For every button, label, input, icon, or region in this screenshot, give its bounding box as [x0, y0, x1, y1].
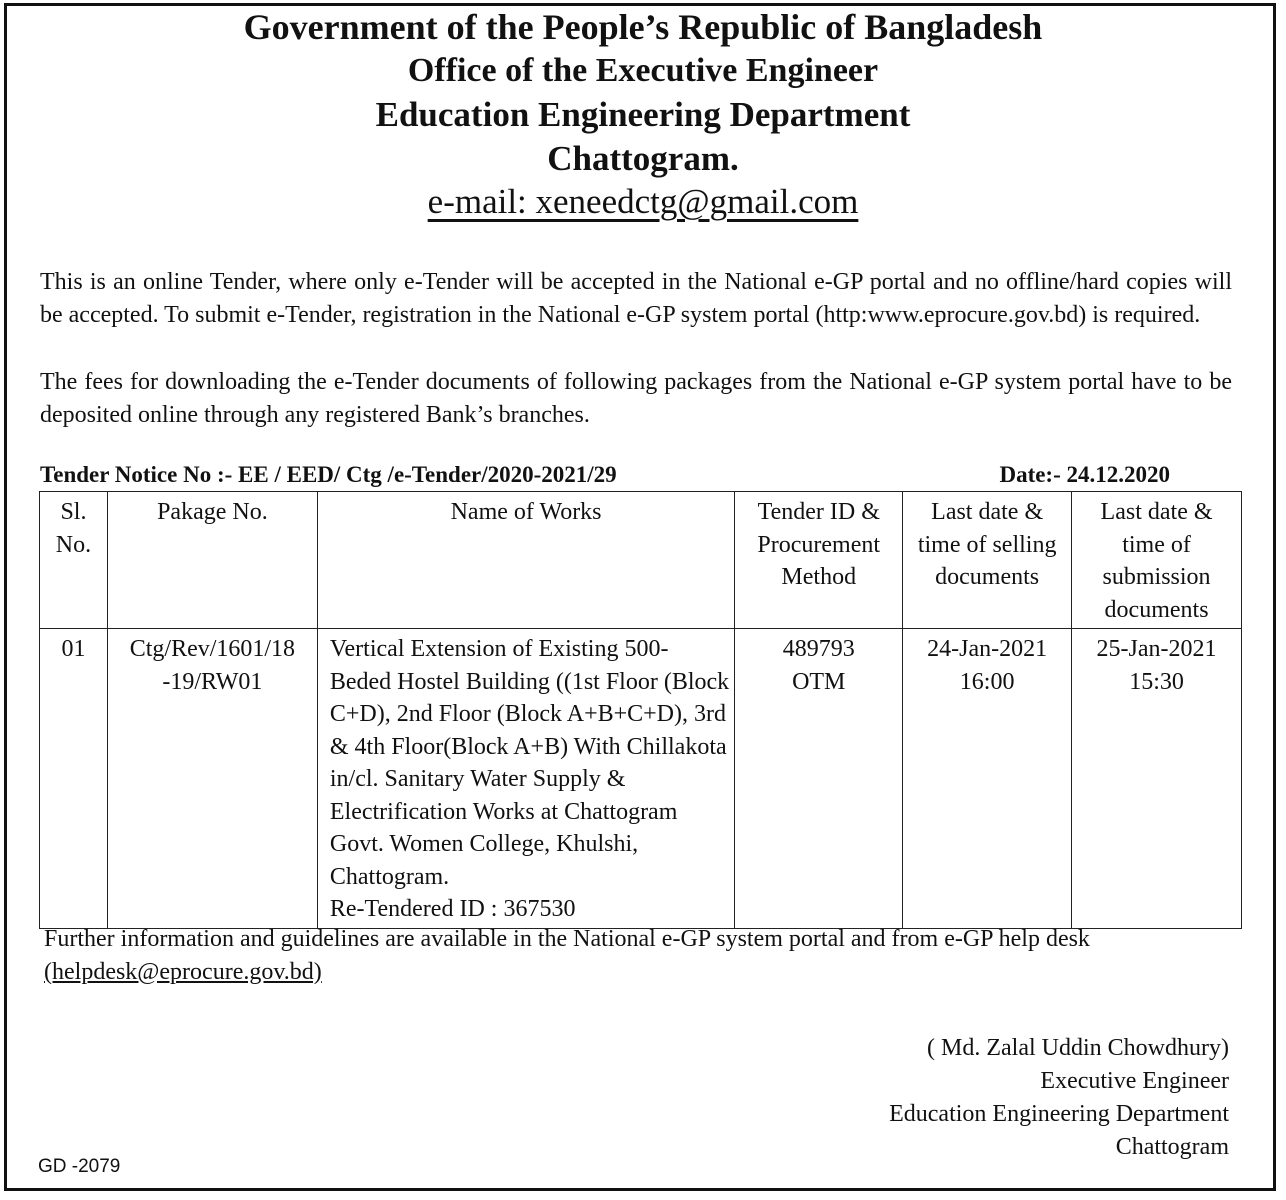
- intro-paragraph-1: This is an online Tender, where only e-Tender will be accepted in the National e-GP portal and no offline/hard copies will be accepted. To submit e-Tender, registration in the National e-GP system portal (http:www.eprocure.gov.bd) is required.: [40, 269, 1232, 328]
- tender-notice-line: [40, 462, 1170, 488]
- cell-selling: [903, 629, 1072, 929]
- submission-date: 25-Jan-2021: [1096, 636, 1217, 662]
- cell-works: [317, 629, 734, 929]
- department-title: Education Engineering Department: [375, 95, 911, 134]
- government-title: Government of the People’s Republic of Bangladesh: [243, 7, 1043, 47]
- header-tender-id: Tender ID & Procurement Method: [735, 492, 903, 629]
- helpdesk-email-link[interactable]: (helpdesk@eprocure.gov.bd): [44, 958, 322, 985]
- signatory-city: Chattogram: [1115, 1134, 1229, 1160]
- gd-code: GD -2079: [38, 1156, 121, 1177]
- procurement-method: OTM: [792, 668, 846, 695]
- office-email: e-mail: xeneedctg@gmail.com: [427, 182, 859, 221]
- city-title: Chattogram.: [547, 139, 739, 178]
- header-selling: Last date & time of selling documents: [903, 492, 1072, 629]
- intro-paragraph-2: The fees for downloading the e-Tender documents of following packages from the National e-GP system portal have to be deposited online through any registered Bank’s branches.: [40, 369, 1232, 428]
- header-works: Name of Works: [317, 492, 734, 629]
- cell-submission: [1072, 629, 1242, 929]
- further-info: [44, 923, 1234, 988]
- header-submission: Last date & time of submission documents: [1072, 492, 1242, 629]
- table-header-row: [40, 492, 1242, 629]
- table-row: [40, 629, 1242, 929]
- selling-time: 16:00: [959, 668, 1015, 695]
- selling-date: 24-Jan-2021: [927, 636, 1048, 662]
- tender-notice-number: Tender Notice No :- EE / EED/ Ctg /e-Tender/2020-2021/29: [40, 462, 617, 487]
- header-package: Pakage No.: [107, 492, 317, 629]
- header-sl: Sl. No.: [40, 492, 108, 629]
- submission-time: 15:30: [1129, 668, 1184, 695]
- cell-sl: 01: [40, 629, 108, 929]
- cell-tender-id: [735, 629, 903, 929]
- signatory-title: Executive Engineer: [1040, 1068, 1229, 1094]
- tender-notice-date: Date:- 24.12.2020: [999, 462, 1170, 487]
- works-description: Vertical Extension of Existing 500-Beded Hostel Building ((1st Floor (Block C+D), 2nd Floor (Block A+B+C+D), 3rd & 4th Floor(Block A+B) With Chillakota in/cl. Sanitary Water Supply & Electrification Works at Chattogram Govt. Women College, Khulshi, Chattogram.: [329, 636, 730, 890]
- retender-id: Re-Tendered ID : 367530: [329, 896, 576, 922]
- office-title: Office of the Executive Engineer: [407, 52, 879, 89]
- further-info-text: Further information and guidelines are available in the National e-GP system portal and from e-GP help desk: [44, 926, 1090, 952]
- signatory-name: ( Md. Zalal Uddin Chowdhury): [927, 1035, 1229, 1061]
- tender-id: 489793: [782, 636, 855, 662]
- cell-package: Ctg/Rev/1601/18 -19/RW01: [107, 629, 317, 929]
- tender-table: [39, 491, 1242, 929]
- signatory-department: Education Engineering Department: [889, 1101, 1229, 1127]
